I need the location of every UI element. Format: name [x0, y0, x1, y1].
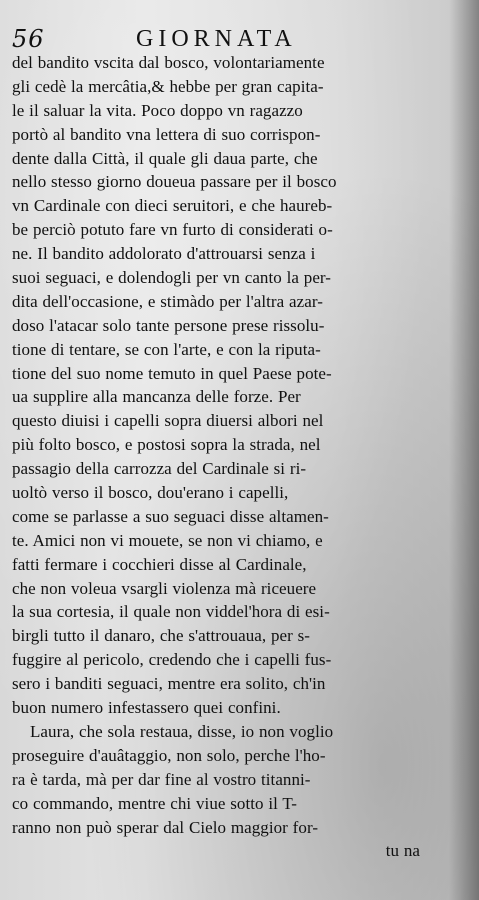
text-line: buon numero infestassero quei confini. — [12, 698, 281, 718]
text-line: te. Amici non vi mouete, se non vi chiamo, e — [12, 530, 323, 550]
text-line: fuggire al pericolo, credendo che i capelli fus- — [12, 650, 332, 670]
text-line: sero i banditi seguaci, mentre era solito, ch'in — [12, 674, 326, 694]
text-line: dente dalla Città, il quale gli daua parte, che — [12, 148, 318, 168]
running-head: GIORNATA — [136, 26, 297, 52]
body-text — [12, 51, 464, 863]
text-line: nello stesso giorno doueua passare per il bosco — [12, 172, 337, 192]
paragraph-start-line: Laura, che sola restaua, disse, io non voglio — [30, 721, 334, 741]
text-line: del bandito vscita dal bosco, volontariamente — [12, 53, 325, 72]
text-line: la sua cortesia, il quale non viddel'hora di esi- — [12, 602, 330, 622]
text-line: questo diuisi i capelli sopra diuersi albori nel — [12, 411, 324, 431]
text-line: tione del suo nome temuto in quel Paese pote- — [12, 363, 332, 383]
text-line: ranno non può sperar dal Cielo maggior for- — [12, 817, 319, 837]
text-line: che non voleua vsargli violenza mà riceuere — [12, 578, 317, 598]
page-header — [12, 24, 312, 54]
text-line: dita dell'occasione, e stimàdo per l'altra azar- — [12, 291, 323, 311]
text-line: gli cedè la mercâtia,& hebbe per gran capita- — [12, 76, 324, 96]
catchword: tu na — [385, 841, 420, 861]
text-line: ua supplire alla mancanza delle forze. Per — [12, 387, 301, 407]
text-line: uoltò verso il bosco, dou'erano i capelli, — [12, 483, 289, 503]
text-line: passagio della carrozza del Cardinale si ri- — [12, 459, 307, 479]
text-line: più folto bosco, e postosi sopra la strada, nel — [12, 435, 321, 455]
text-line: portò al bandito vna lettera di suo corrispon- — [12, 124, 321, 144]
text-line: le il saluar la vita. Poco doppo vn ragazzo — [12, 100, 303, 120]
text-line: ne. Il bandito addolorato d'attrouarsi senza i — [12, 244, 316, 264]
text-line: come se parlasse a suo seguaci disse altamen- — [12, 506, 329, 526]
page-number: 56 — [12, 25, 45, 53]
text-line: fatti fermare i cocchieri disse al Cardinale, — [12, 554, 307, 574]
text-line: co commando, mentre chi viue sotto il T- — [12, 793, 298, 813]
text-line: vn Cardinale con dieci seruitori, e che haureb- — [12, 196, 333, 216]
text-line: tione di tentare, se con l'arte, e con la riputa- — [12, 339, 321, 359]
text-line: doso l'atacar solo tante persone prese rissolu- — [12, 315, 325, 335]
text-line: proseguire d'auâtaggio, non solo, perche l'ho- — [12, 745, 326, 765]
text-line: ra è tarda, mà per dar fine al vostro titanni- — [12, 769, 311, 789]
text-line: suoi seguaci, e dolendogli per vn canto la per- — [12, 268, 331, 288]
text-line: be perciò potuto fare vn furto di considerati o- — [12, 220, 333, 240]
text-line: birgli tutto il danaro, che s'attrouaua, per s- — [12, 626, 310, 646]
